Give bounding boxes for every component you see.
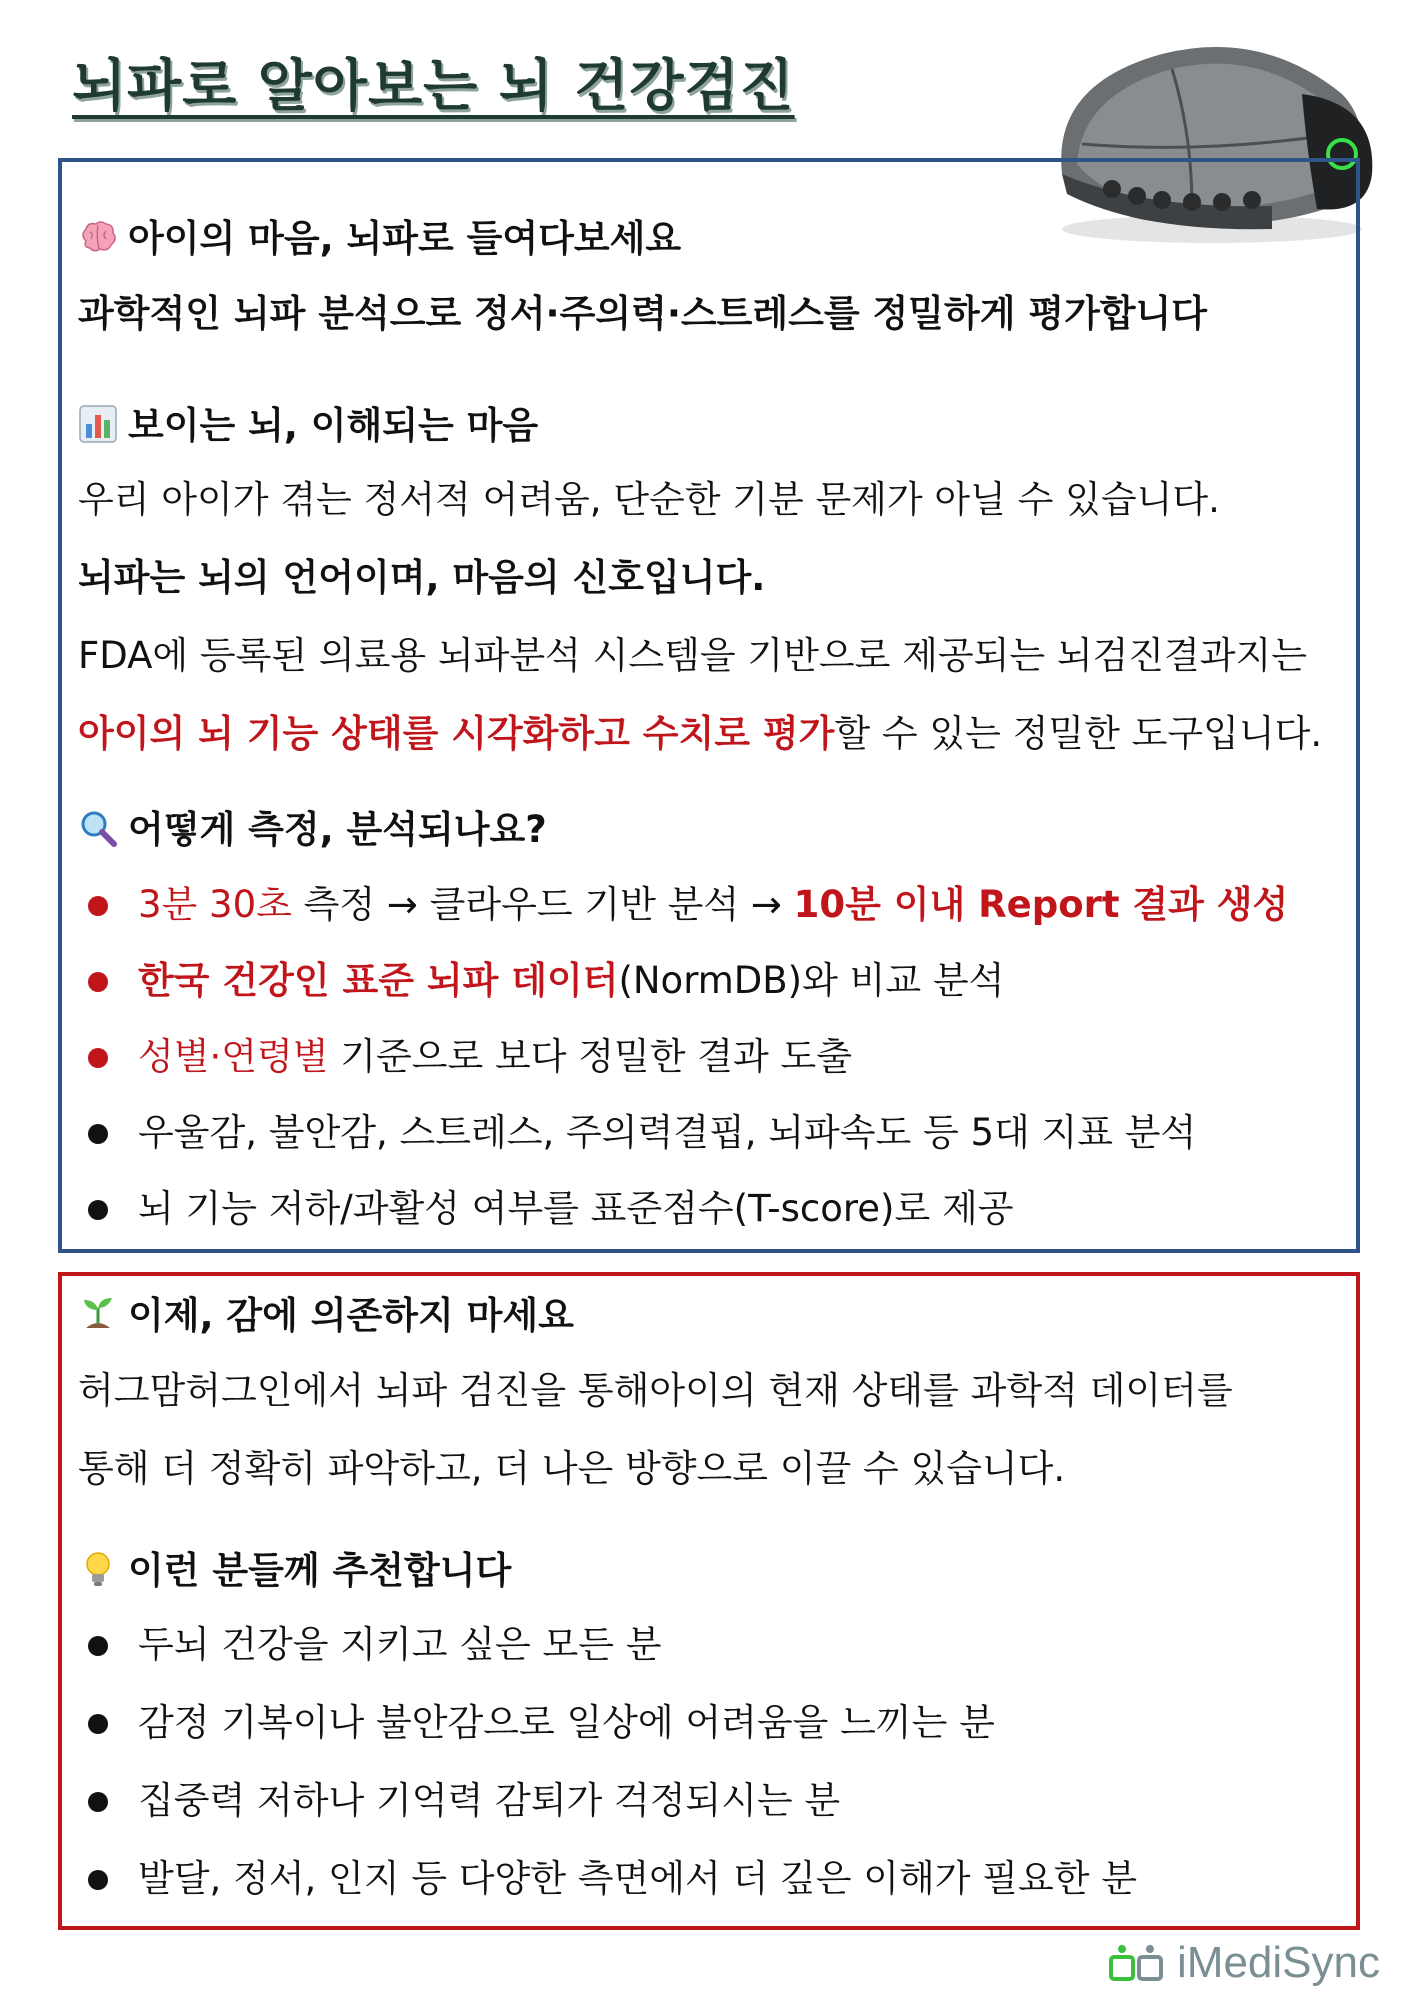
bullet-dot xyxy=(88,1870,108,1890)
brain-icon xyxy=(78,217,118,257)
section4-heading: 이제, 감에 의존하지 마세요 xyxy=(78,1294,574,1334)
section2-heading: 보이는 뇌, 이해되는 마음 xyxy=(78,404,538,444)
section1-subheading: 과학적인 뇌파 분석으로 정서·주의력·스트레스를 정밀하게 평가합니다 xyxy=(78,292,1208,335)
bullet-dot xyxy=(88,1714,108,1734)
bullet-dot xyxy=(88,1048,108,1068)
seedling-icon xyxy=(78,1294,118,1334)
bullet-dot xyxy=(88,1200,108,1220)
page-title: 뇌파로 알아보는 뇌 건강검진 xyxy=(72,54,795,119)
list-item: 3분 30초 측정 → 클라우드 기반 분석 → 10분 이내 Report 결과 생성 xyxy=(138,883,1289,926)
list-item: 우울감, 불안감, 스트레스, 주의력결핍, 뇌파속도 등 5대 지표 분석 xyxy=(138,1111,1197,1154)
bullet-dot xyxy=(88,1636,108,1656)
lightbulb-icon xyxy=(78,1549,118,1589)
bullet-dot xyxy=(88,896,108,916)
section4-line2: 통해 더 정확히 파악하고, 더 나은 방향으로 이끌 수 있습니다. xyxy=(78,1447,1066,1490)
list-item: 한국 건강인 표준 뇌파 데이터(NormDB)와 비교 분석 xyxy=(138,959,1005,1002)
list-item: 발달, 정서, 인지 등 다양한 측면에서 더 깊은 이해가 필요한 분 xyxy=(138,1857,1137,1900)
magnifier-icon xyxy=(78,808,118,848)
section5-heading: 이런 분들께 추천합니다 xyxy=(78,1549,511,1589)
highlight-text: 아이의 뇌 기능 상태를 시각화하고 수치로 평가 xyxy=(78,712,835,755)
list-item: 뇌 기능 저하/과활성 여부를 표준점수(T-score)로 제공 xyxy=(138,1187,1014,1230)
list-item: 두뇌 건강을 지키고 싶은 모든 분 xyxy=(138,1623,662,1666)
company-logo xyxy=(1107,1938,1380,1988)
section4-line1: 허그맘허그인에서 뇌파 검진을 통해아이의 현재 상태를 과학적 데이터를 xyxy=(78,1369,1233,1412)
section2-line1: 우리 아이가 겪는 정서적 어려움, 단순한 기분 문제가 아닐 수 있습니다. xyxy=(78,478,1220,521)
section1-heading: 아이의 마음, 뇌파로 들여다보세요 xyxy=(78,217,681,257)
logo-mark-icon xyxy=(1107,1943,1171,1983)
bullet-dot xyxy=(88,1792,108,1812)
section2-line4: 아이의 뇌 기능 상태를 시각화하고 수치로 평가할 수 있는 정밀한 도구입니다. xyxy=(78,712,1323,755)
bullet-dot xyxy=(88,1124,108,1144)
section2-line3: FDA에 등록된 의료용 뇌파분석 시스템을 기반으로 제공되는 뇌검진결과지는 xyxy=(78,634,1308,677)
bullet-dot xyxy=(88,972,108,992)
section2-line2: 뇌파는 뇌의 언어이며, 마음의 신호입니다. xyxy=(78,556,766,599)
section3-heading: 어떻게 측정, 분석되나요? xyxy=(78,808,547,848)
list-item: 감정 기복이나 불안감으로 일상에 어려움을 느끼는 분 xyxy=(138,1701,995,1744)
list-item: 집중력 저하나 기억력 감퇴가 걱정되시는 분 xyxy=(138,1779,841,1822)
bar-chart-icon xyxy=(78,404,118,444)
logo-text: iMediSync xyxy=(1177,1938,1380,1987)
list-item: 성별·연령별 기준으로 보다 정밀한 결과 도출 xyxy=(138,1035,852,1078)
